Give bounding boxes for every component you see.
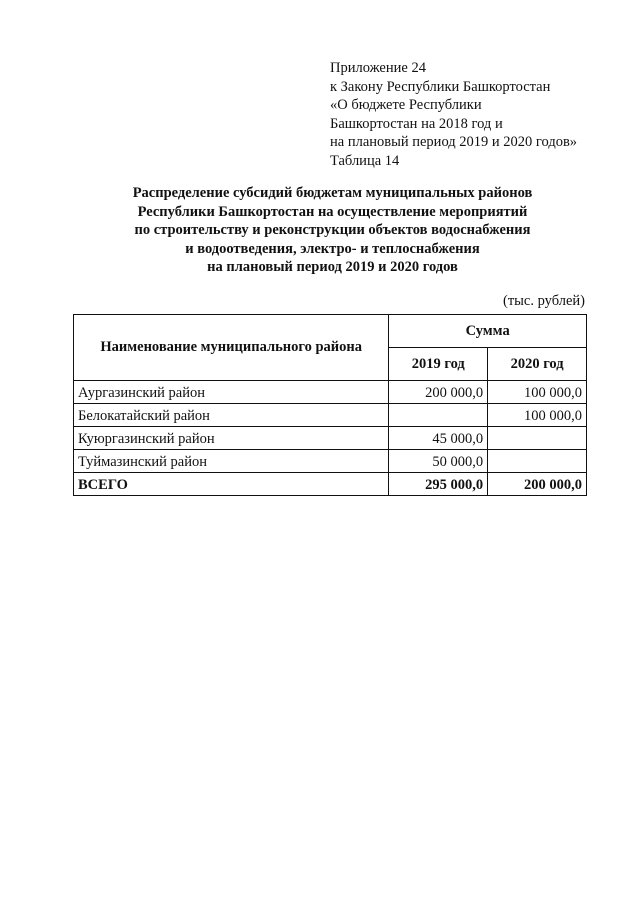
appendix-line: Башкортостан на 2018 год и (330, 115, 503, 132)
total-row (74, 473, 587, 496)
appendix-line: к Закону Республики Башкортостан (330, 78, 551, 95)
amount-2019: 50 000,0 (389, 450, 488, 473)
amount-2020 (488, 450, 587, 473)
appendix-line: «О бюджете Республики (330, 97, 482, 114)
subsidy-table (73, 314, 587, 496)
amount-2020: 100 000,0 (488, 381, 587, 404)
title-line: по строительству и реконструкции объектов водоснабжения (134, 222, 531, 239)
district-name: Туймазинский район (74, 450, 389, 473)
header-year-2020: 2020 год (488, 348, 587, 381)
amount-2020: 100 000,0 (488, 404, 587, 427)
total-2019: 295 000,0 (389, 473, 488, 496)
district-name: Аургазинский район (74, 381, 389, 404)
appendix-block (330, 59, 577, 171)
district-name: Белокатайский район (74, 404, 389, 427)
table-number: Таблица 14 (330, 152, 400, 169)
title-line: на плановый период 2019 и 2020 годов (207, 259, 458, 276)
total-2020: 200 000,0 (488, 473, 587, 496)
table-header-row (74, 315, 587, 348)
amount-2019 (389, 404, 488, 427)
title-line: и водоотведения, электро- и теплоснабжения (185, 240, 480, 257)
amount-2019: 200 000,0 (389, 381, 488, 404)
appendix-line: Приложение 24 (330, 60, 426, 76)
table-row (74, 427, 587, 450)
header-district-name: Наименование муниципального района (74, 315, 389, 381)
total-label: ВСЕГО (74, 473, 389, 496)
table-row (74, 450, 587, 473)
header-year-2019: 2019 год (389, 348, 488, 381)
amount-2020 (488, 427, 587, 450)
district-name: Куюргазинский район (74, 427, 389, 450)
table-row (74, 404, 587, 427)
header-sum: Сумма (389, 315, 587, 348)
title-line: Республики Башкортостан на осуществление мероприятий (137, 203, 528, 220)
document-title (60, 184, 605, 277)
units-label: (тыс. рублей) (503, 293, 585, 309)
appendix-line: на плановый период 2019 и 2020 годов» (330, 134, 578, 151)
table-row (74, 381, 587, 404)
amount-2019: 45 000,0 (389, 427, 488, 450)
title-line: Распределение субсидий бюджетам муниципальных районов (132, 185, 533, 201)
